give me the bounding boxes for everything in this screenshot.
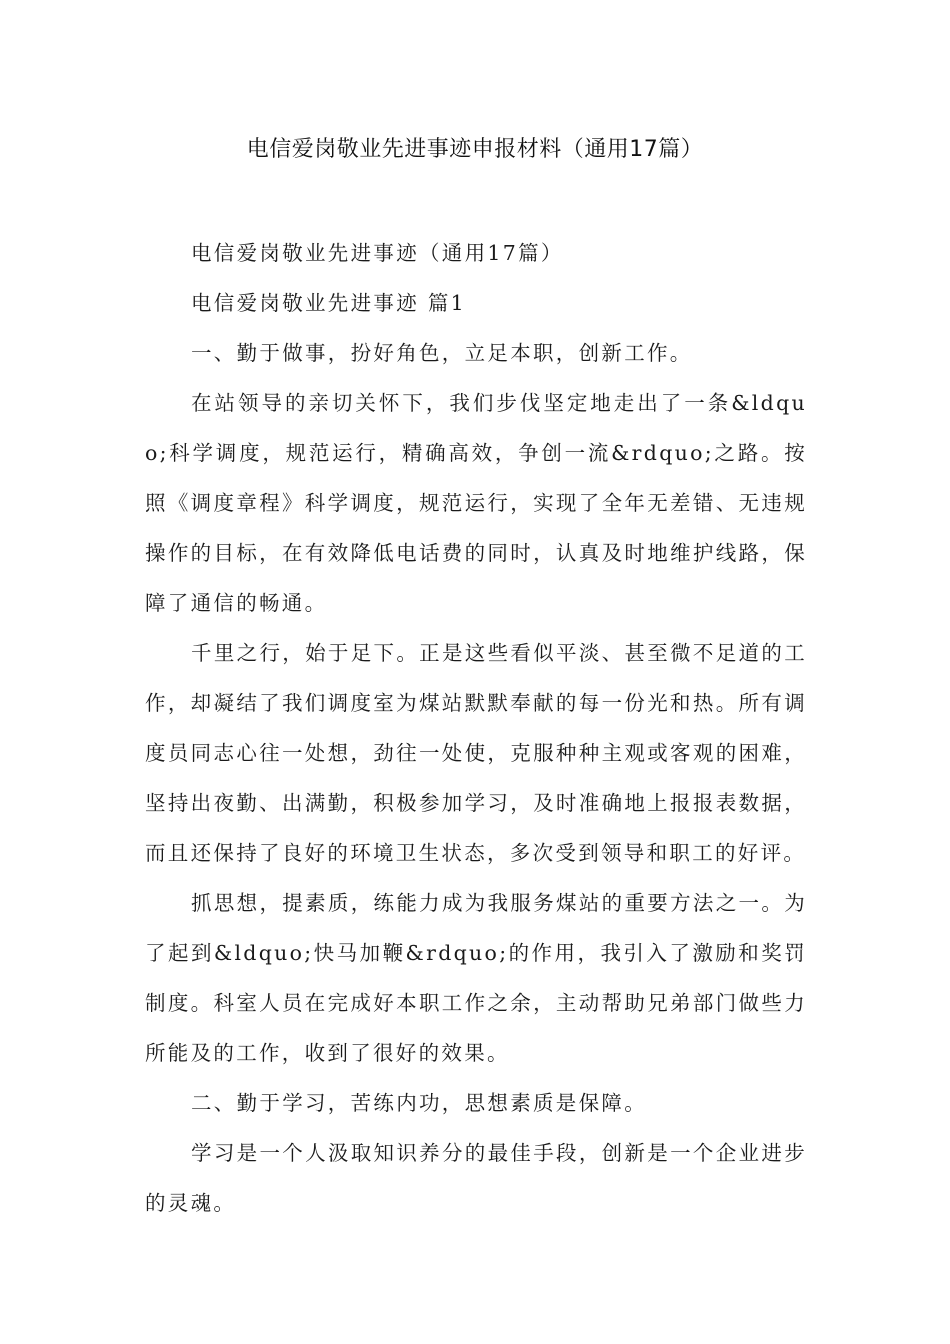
document-title: 电信爱岗敬业先进事迹申报材料（通用17篇）: [246, 137, 704, 162]
point-heading-2: 二、勤于学习，苦练内功，思想素质是保障。: [191, 1091, 647, 1115]
body-paragraph: 在站领导的亲切关怀下，我们步伐坚定地走出了一条&ldquo;科学调度，规范运行，精确高效，争创一流&rdquo;之路。按照《调度章程》科学调度，规范运行，实现了全年无差错、无违规操作的目标，在有效降低电话费的同时，认真及时地维护线路，保障了通信的畅通。: [145, 391, 807, 615]
section-heading: 电信爱岗敬业先进事迹 篇1: [191, 291, 466, 315]
body-paragraph: 抓思想，提素质，练能力成为我服务煤站的重要方法之一。为了起到&ldquo;快马加鞭&rdquo;的作用，我引入了激励和奖罚制度。科室人员在完成好本职工作之余，主动帮助兄弟部门做些力所能及的工作，收到了很好的效果。: [145, 891, 807, 1065]
point-heading-1: 一、勤于做事，扮好角色，立足本职，创新工作。: [191, 341, 693, 365]
subtitle-paragraph: 电信爱岗敬业先进事迹（通用17篇）: [191, 241, 564, 265]
body-paragraph: 千里之行，始于足下。正是这些看似平淡、甚至微不足道的工作，却凝结了我们调度室为煤站默默奉献的每一份光和热。所有调度员同志心往一处想，劲往一处使，克服种种主观或客观的困难，坚持出夜勤、出满勤，积极参加学习，及时准确地上报报表数据，而且还保持了良好的环境卫生状态，多次受到领导和职工的好评。: [145, 641, 807, 865]
document-body: [145, 228, 807, 1228]
body-paragraph: 学习是一个人汲取知识养分的最佳手段，创新是一个企业进步的灵魂。: [145, 1141, 807, 1215]
